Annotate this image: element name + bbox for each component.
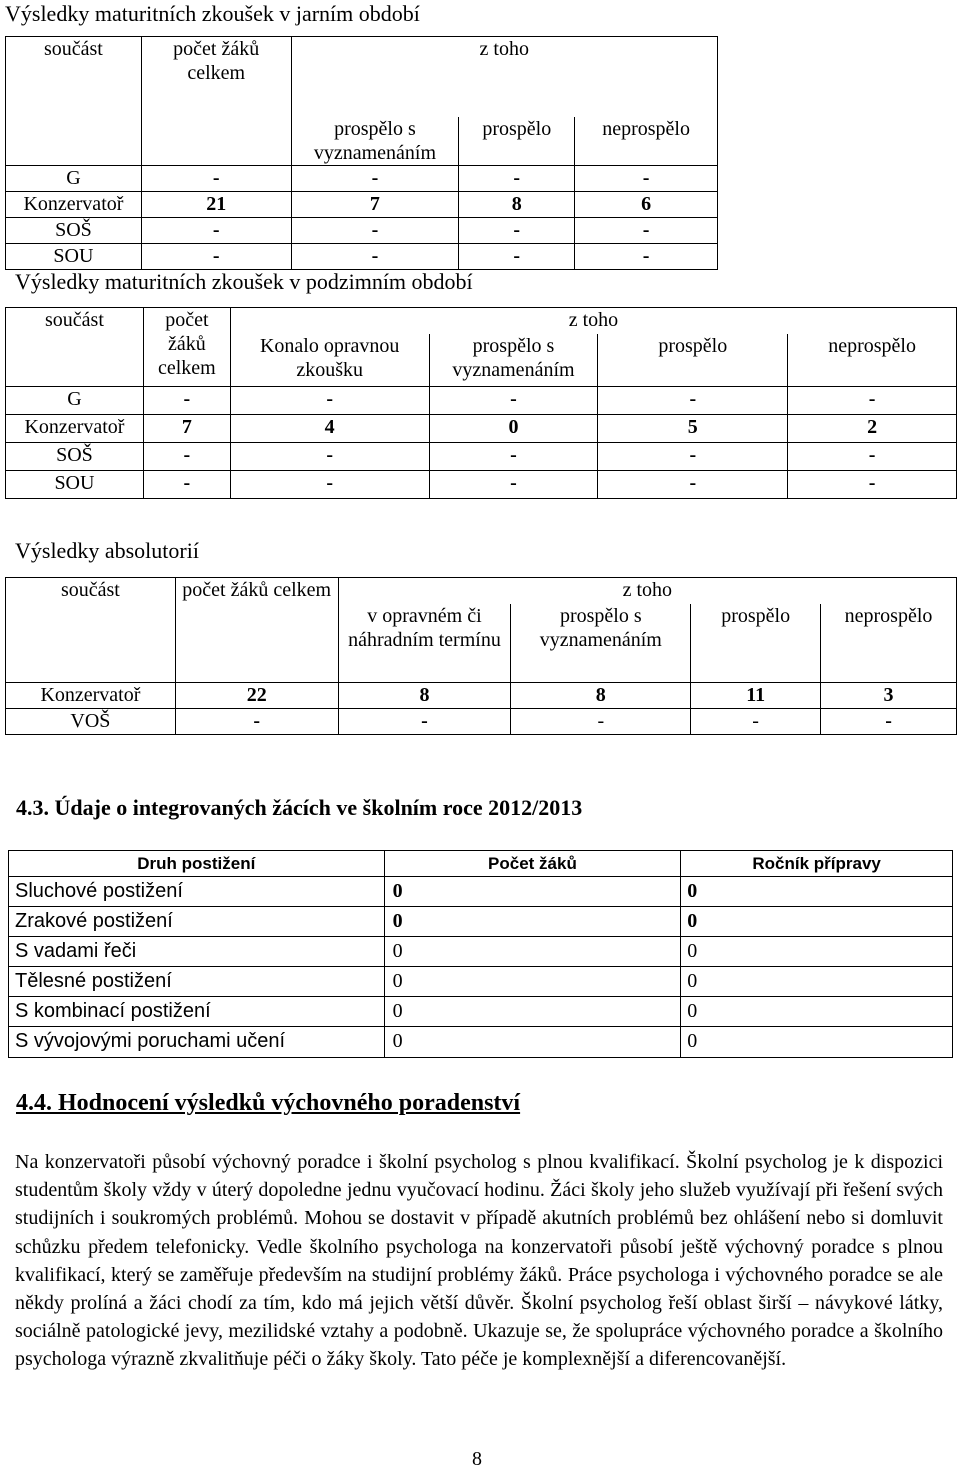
- table-row: G - - - - -: [6, 386, 957, 414]
- header-neprospelo: neprospělo: [821, 604, 957, 682]
- header-ztoho: z toho: [291, 37, 717, 117]
- table-row: VOŠ - - - - -: [6, 708, 957, 734]
- header-ztoho: z toho: [338, 578, 956, 605]
- header-neprospelo: neprospělo: [575, 117, 718, 166]
- header-vyznamenanim: prospělo s vyznamenáním: [511, 604, 691, 682]
- header-rocnik: Ročník přípravy: [681, 851, 953, 877]
- absolut-table: [5, 577, 957, 735]
- header-konalo: Konalo opravnou zkoušku: [230, 334, 429, 386]
- table-row: SOŠ - - - -: [6, 217, 718, 243]
- poradenstvi-paragraph: Na konzervatoři působí výchovný poradce i školní psycholog s plnou kvalifikací. Školní psycholog je k dispozici studentům školy vždy v úterý dopoledne jednu vyučovací hodinu. Žáci školy jeho služeb využívají při řešení svých studijních i soukromých problémů. Mohou se dostavit v případě akutních problémů bez ohlášení nebo si domluvit schůzku předem telefonicky. Vedle školního psychologa na konzervatoři působí ještě výchovný poradce s plnou kvalifikací, který se zaměřuje především na studijní problémy žáků. Práce psychologa i výchovného poradce se ale někdy prolíná a žáci chodí za tím, kdo má jejich větší důvěr. Školní psycholog řeší oblast širší – návykové látky, sociálně patologické jevy, mezilidské vztahy a podobně. Ukazuje se, že spolupráce výchovného poradce a školního psychologa výrazně zkvalitňuje péči o žáky školy. Tato péče je komplexnější a diferencovanější.: [15, 1151, 943, 1371]
- header-vyznamenanim: prospělo s vyznamenáním: [291, 117, 459, 166]
- table-row: Sluchové postižení 0 0: [9, 877, 953, 907]
- table-row: SOŠ - - - - -: [6, 442, 957, 470]
- header-vyznamenanim: prospělo s vyznamenáním: [429, 334, 598, 386]
- table-row: Konzervatoř 21 7 8 6: [6, 191, 718, 217]
- autumn-title: Výsledky maturitních zkoušek v podzimním období: [15, 269, 473, 294]
- spring-title: Výsledky maturitních zkoušek v jarním období: [5, 1, 420, 26]
- header-ztoho: z toho: [230, 308, 956, 335]
- table-row: S vývojovými poruchami učení 0 0: [9, 1027, 953, 1058]
- page-number: 8: [472, 1448, 482, 1470]
- table-row: SOU - - - - -: [6, 470, 957, 498]
- header-pocet: počet žáků celkem: [175, 578, 338, 683]
- absolut-title: Výsledky absolutorií: [15, 538, 199, 563]
- autumn-table: [5, 307, 957, 499]
- table-row: Konzervatoř 22 8 8 11 3: [6, 682, 957, 708]
- integ-table: [8, 850, 953, 1058]
- header-pocet: počet žáků celkem: [141, 37, 291, 166]
- table-row: SOU - - - -: [6, 243, 718, 269]
- header-soucast: součást: [6, 578, 176, 683]
- table-row: Konzervatoř 7 4 0 5 2: [6, 414, 957, 442]
- section-4-4-heading: 4.4. Hodnocení výsledků výchovného poradenství: [16, 1090, 521, 1116]
- header-pocet-zaku: Počet žáků: [384, 851, 681, 877]
- section-4-3-heading: 4.3. Údaje o integrovaných žácích ve školním roce 2012/2013: [16, 795, 583, 820]
- table-row: Zrakové postižení 0 0: [9, 907, 953, 937]
- header-soucast: součást: [6, 37, 142, 166]
- header-prospelo: prospělo: [691, 604, 821, 682]
- header-druh: Druh postižení: [9, 851, 385, 877]
- header-prospelo: prospělo: [598, 334, 788, 386]
- header-soucast: součást: [6, 308, 144, 387]
- table-row: S vadami řeči 0 0: [9, 937, 953, 967]
- header-opravnem: v opravném či náhradním termínu: [338, 604, 511, 682]
- table-row: G - - - -: [6, 165, 718, 191]
- table-row: S kombinací postižení 0 0: [9, 997, 953, 1027]
- header-prospelo: prospělo: [459, 117, 575, 166]
- header-neprospelo: neprospělo: [788, 334, 957, 386]
- table-row: Tělesné postižení 0 0: [9, 967, 953, 997]
- header-pocet: počet žáků celkem: [143, 308, 230, 387]
- spring-table: [5, 36, 718, 270]
